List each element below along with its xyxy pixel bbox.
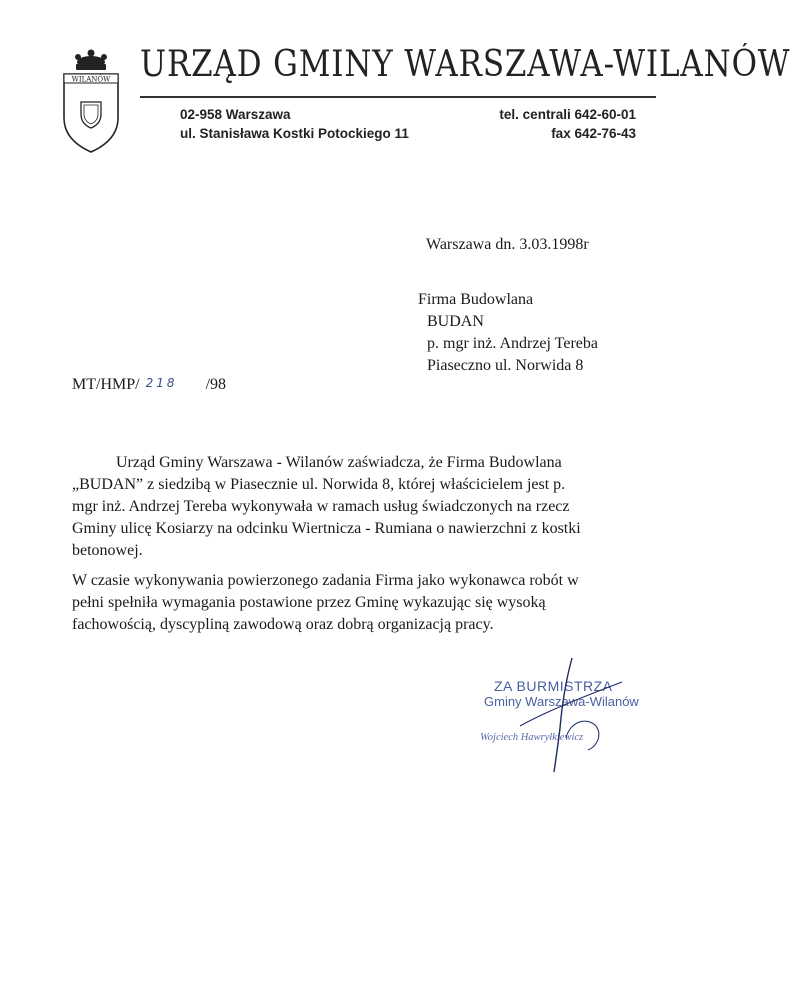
address-line-2: ul. Stanisława Kostki Potockiego 11 — [180, 126, 409, 141]
recipient-line-2: BUDAN — [427, 313, 484, 330]
letterhead-divider — [140, 96, 656, 98]
stamp-signatory-name: Wojciech Hawryłkiewicz — [480, 732, 584, 743]
paragraph-1-line: „BUDAN” z siedzibą w Piasecznie ul. Norwida 8, której właścicielem jest p. — [72, 476, 566, 493]
address-line-1: 02-958 Warszawa — [180, 107, 291, 122]
handwritten-signature — [500, 650, 670, 780]
stamp-line-1: ZA BURMISTRZA — [494, 678, 613, 694]
paragraph-2-line: pełni spełniła wymagania postawione przez Gminę wykazując się wysoką — [72, 594, 546, 611]
municipal-crest-icon — [58, 48, 124, 156]
reference-number — [72, 374, 226, 396]
paragraph-2-line: fachowością, dyscypliną zawodową oraz dobrą organizacją pracy. — [72, 616, 494, 633]
fax-number: fax 642-76-43 — [551, 126, 636, 141]
recipient-line-4: Piaseczno ul. Norwida 8 — [427, 357, 584, 374]
reference-handwritten-number: 218 — [145, 376, 178, 390]
reference-prefix: MT/HMP/ — [72, 376, 140, 393]
letterhead-contact — [499, 105, 636, 143]
stamp-line-2: Gminy Warszawa-Wilanów — [484, 694, 639, 709]
paragraph-1-line: Urząd Gminy Warszawa - Wilanów zaświadcza, że Firma Budowlana — [116, 454, 562, 471]
letterhead-title: URZĄD GMINY WARSZAWA-WILANÓW — [140, 44, 791, 85]
reference-suffix: /98 — [205, 376, 227, 393]
paragraph-2-line: W czasie wykonywania powierzonego zadania Firma jako wykonawca robót w — [72, 572, 579, 589]
body-paragraph-2 — [72, 570, 632, 636]
body-paragraph-1 — [72, 452, 632, 562]
paragraph-1-line: Gminy ulicę Kosiarzy na odcinku Wiertnicza - Rumiana o nawierzchni z kostki — [72, 520, 581, 537]
svg-text:WILANÓW: WILANÓW — [71, 75, 111, 84]
recipient-line-1: Firma Budowlana — [418, 291, 534, 308]
date-line: Warszawa dn. 3.03.1998r — [426, 236, 589, 253]
recipient-block — [418, 289, 598, 377]
letterhead-address — [180, 105, 409, 143]
paragraph-1-line: betonowej. — [72, 542, 143, 559]
paragraph-1-line: mgr inż. Andrzej Tereba wykonywała w ramach usług świadczonych na rzecz — [72, 498, 570, 515]
phone-number: tel. centrali 642-60-01 — [499, 107, 636, 122]
recipient-line-3: p. mgr inż. Andrzej Tereba — [427, 335, 598, 352]
